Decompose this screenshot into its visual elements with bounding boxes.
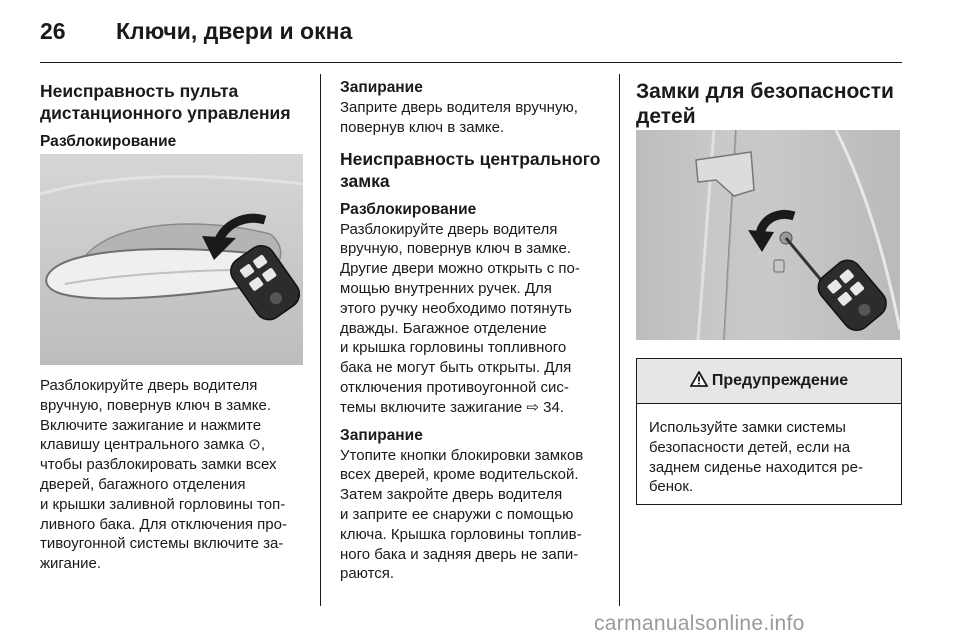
text-line: и крышка горловины топливного [340, 339, 567, 357]
text-line: этого ручку необходимо потянуть [340, 299, 572, 317]
text-line: вручную, повернув ключ в замке. [340, 240, 571, 258]
paragraph-central-unlock [340, 220, 608, 418]
warning-body [637, 404, 901, 497]
text-line: Утопите кнопки блокировки замков [340, 446, 584, 464]
text-line: бенок. [649, 478, 694, 496]
page-title: Ключи, двери и окна [116, 18, 353, 44]
column-3 [636, 79, 904, 129]
subheading-unlocking: Разблокирование [40, 133, 177, 150]
text-line: жигание. [40, 555, 102, 573]
warning-box [636, 358, 902, 505]
heading-line: детей [636, 105, 696, 128]
heading-line: дистанционного управления [40, 103, 291, 123]
paragraph-central-lock [340, 446, 608, 585]
text-line: Включите зажигание и нажмите [40, 416, 262, 434]
column-1 [40, 80, 308, 152]
text-line: всех дверей, кроме водительской. [340, 466, 579, 484]
text-line: повернув ключ в замке. [340, 118, 505, 136]
heading-line: замка [340, 170, 390, 191]
door-handle-svg [40, 154, 303, 365]
text-line: отключения противоугонной сис- [340, 378, 569, 396]
door-handle-key-illustration [40, 154, 303, 365]
subheading-locking-2: Запирание [340, 426, 423, 444]
heading-line: Замки для безопасности [636, 80, 894, 103]
section-heading-central-lock-fault [340, 148, 608, 192]
text-line: вручную, повернув ключ в замке. [40, 396, 271, 414]
text-line: клавишу центрального замка ⊙, [40, 436, 265, 454]
text-line: чтобы разблокировать замки всех [40, 456, 277, 474]
warning-title: Предупреждение [711, 372, 849, 389]
text-line: бака не могут быть открыты. Для [340, 359, 572, 377]
subheading-locking: Запирание [340, 79, 423, 96]
text-line: дважды. Багажное отделение [340, 319, 547, 337]
text-line: и крышки заливной горловины топ- [40, 495, 286, 513]
page-number: 26 [40, 18, 66, 44]
text-line: Разблокируйте дверь водителя [340, 220, 558, 238]
heading-line: Неисправность центрального [340, 148, 601, 169]
section-heading-child-locks [636, 79, 904, 129]
text-line: и заприте ее снаружи с помощью [340, 505, 574, 523]
text-line: Разблокируйте дверь водителя [40, 377, 258, 394]
warning-header [637, 359, 901, 404]
paragraph-remote-unlock [40, 376, 308, 574]
column-2 [340, 78, 608, 584]
text-line: ключа. Крышка горловины топлив- [340, 525, 582, 543]
text-line: тивоугонной системы включите за- [40, 535, 284, 553]
text-line: Затем закройте дверь водителя [340, 486, 563, 504]
text-line: Другие двери можно открыть с по- [340, 260, 580, 278]
text-line: Используйте замки системы [649, 419, 846, 436]
paragraph-manual-lock [340, 98, 608, 138]
text-line: безопасности детей, если на [649, 438, 851, 456]
watermark-text: carmanualsonline.info [594, 612, 805, 635]
text-line: ного бака и задняя дверь не запи- [340, 545, 579, 563]
text-line: ливного бака. Для отключения про- [40, 515, 287, 533]
text-line: темы включите зажигание ⇨ 34. [340, 398, 564, 416]
text-line: заднем сиденье находится ре- [649, 458, 863, 476]
text-line: раются. [340, 565, 395, 583]
warning-triangle-icon [690, 371, 708, 392]
section-heading-remote-fault [40, 80, 308, 124]
child-lock-illustration [636, 130, 900, 340]
text-line: дверей, багажного отделения [40, 475, 246, 493]
subheading-unlocking: Разблокирование [340, 200, 477, 218]
text-line: мощью внутренних ручек. Для [340, 279, 552, 297]
column-divider-2 [619, 74, 620, 606]
text-line: Заприте дверь водителя вручную, [340, 99, 578, 116]
heading-line: Неисправность пульта [40, 81, 239, 101]
header-divider [40, 62, 902, 63]
child-lock-svg [636, 130, 900, 340]
column-divider-1 [320, 74, 321, 606]
